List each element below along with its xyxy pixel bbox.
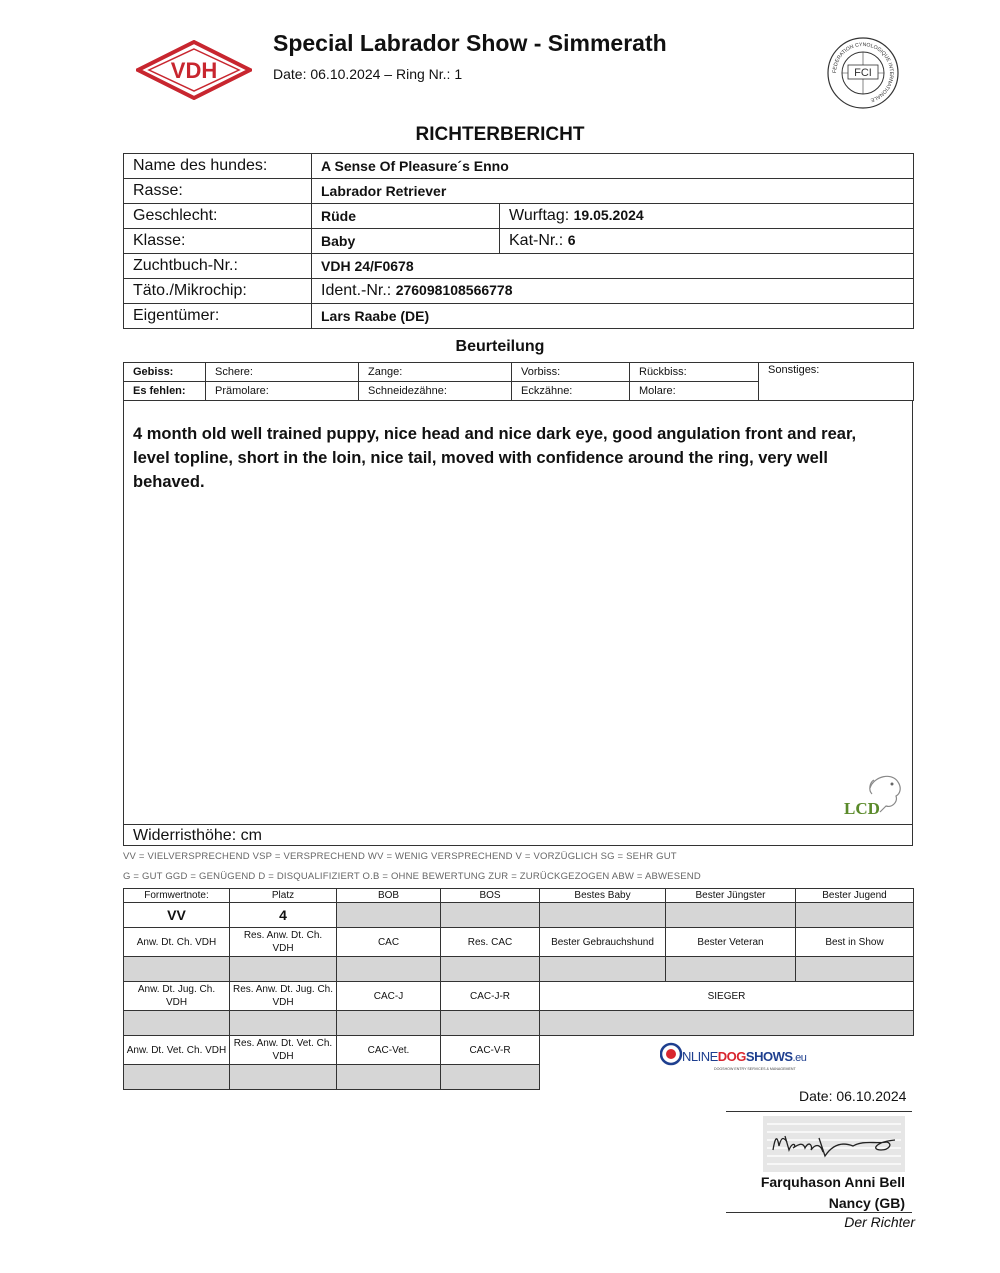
class-value: Baby [312,229,500,254]
judge-name [700,1172,905,1214]
table-row [124,229,914,254]
sex-value: Rüde [312,204,500,229]
sonstiges-label: Sonstiges: [759,363,914,401]
value-cell [124,1011,230,1036]
value-cell [124,1065,230,1090]
owner-value: Lars Raabe (DE) [312,304,914,329]
judge-comment: 4 month old well trained puppy, nice head and nice dark eye, good angulation front and rear, level topline, short in the loin, nice tail, moved with confidence around the ring, very well behaved. [133,425,857,491]
table-row [124,254,914,279]
value-cell [337,957,441,982]
bester-jugend-value-cell [796,903,914,928]
res-anw-dt-vet-label: Res. Anw. Dt. Vet. Ch. VDH [230,1036,337,1065]
birth-label: Wurftag: [509,207,570,224]
value-cell [540,957,666,982]
lcd-logo-text: LCD [844,799,880,818]
table-row [124,928,914,957]
table-row [124,279,914,304]
ods-online: NLINE [682,1049,718,1064]
dog-name-value: A Sense Of Pleasure´s Enno [312,154,914,179]
header-bos: BOS [441,889,540,903]
value-cell [337,1011,441,1036]
vdh-logo [136,40,252,100]
ident-cell [312,279,914,304]
gebiss-label: Gebiss: [124,363,206,382]
table-row [124,957,914,982]
table-row [124,154,914,179]
owner-label: Eigentümer: [124,304,312,329]
res-anw-dt-ch-label: Res. Anw. Dt. Ch. VDH [230,928,337,957]
class-label: Klasse: [124,229,312,254]
report-title: RICHTERBERICHT [415,124,585,145]
bestes-baby-value-cell [540,903,666,928]
platz-value: 4 [230,903,337,928]
formwert-value: VV [124,903,230,928]
bester-juengster-value-cell [666,903,796,928]
ods-eu: .eu [792,1052,807,1064]
cac-j-r-label: CAC-J-R [441,982,540,1011]
table-row [124,903,914,928]
anw-dt-vet-label: Anw. Dt. Vet. Ch. VDH [124,1036,230,1065]
anw-dt-jug-label: Anw. Dt. Jug. Ch. VDH [124,982,230,1011]
teeth-table [123,362,914,401]
show-date-ring: Date: 06.10.2024 – Ring Nr.: 1 [273,66,463,82]
studbook-label: Zuchtbuch-Nr.: [124,254,312,279]
molare-label: Molare: [630,382,759,401]
cat-value: 6 [567,232,576,248]
studbook-value: VDH 24/F0678 [312,254,914,279]
bester-gebrauchshund-label: Bester Gebrauchshund [540,928,666,957]
header-bester-jugend: Bester Jugend [796,889,914,903]
value-cell [540,1011,914,1036]
birth-value: 19.05.2024 [573,207,644,223]
value-cell [337,1065,441,1090]
header-platz: Platz [230,889,337,903]
schneidezaehne-label: Schneidezähne: [359,382,512,401]
bob-value-cell [337,903,441,928]
fehlen-label: Es fehlen: [124,382,206,401]
cat-label: Kat-Nr.: [509,232,564,249]
cac-vet-label: CAC-Vet. [337,1036,441,1065]
value-cell [230,1065,337,1090]
res-cac-label: Res. CAC [441,928,540,957]
value-cell [230,957,337,982]
header-bester-juengster: Bester Jüngster [666,889,796,903]
zange-label: Zange: [359,363,512,382]
ods-shows: SHOWS [745,1049,793,1064]
bos-value-cell [441,903,540,928]
schere-label: Schere: [206,363,359,382]
table-row [124,1011,914,1036]
assessment-title: Beurteilung [455,338,545,355]
header-bob: BOB [337,889,441,903]
eckzaehne-label: Eckzähne: [512,382,630,401]
value-cell [230,1011,337,1036]
onlinedogshows-logo [660,1040,810,1074]
dog-info-table [123,153,914,329]
table-row [124,889,914,903]
cac-v-r-label: CAC-V-R [441,1036,540,1065]
birth-cell [500,204,914,229]
value-cell [441,1065,540,1090]
best-in-show-label: Best in Show [796,928,914,957]
divider [726,1212,912,1213]
res-anw-dt-jug-label: Res. Anw. Dt. Jug. Ch. VDH [230,982,337,1011]
value-cell [124,957,230,982]
judge-comment-box [123,400,913,825]
judge-name-line2: Nancy (GB) [828,1195,905,1211]
table-row [124,304,914,329]
cat-cell [500,229,914,254]
value-cell [796,957,914,982]
table-row [124,179,914,204]
table-row [124,363,914,382]
vorbiss-label: Vorbiss: [512,363,630,382]
ods-dog: DOG [717,1049,746,1064]
value-cell [666,957,796,982]
ods-tagline: DOGSHOW ENTRY SERVICES & MANAGEMENT [714,1067,796,1071]
judge-role: Der Richter [844,1214,915,1230]
judge-signature [763,1116,905,1172]
rueckbiss-label: Rückbiss: [630,363,759,382]
breed-value: Labrador Retriever [312,179,914,204]
lcd-logo [840,768,906,818]
svg-text:NLINEDOGSHOWS.eu [682,1049,807,1064]
sieger-label: SIEGER [540,982,914,1011]
header-bestes-baby: Bestes Baby [540,889,666,903]
fci-logo [826,36,900,110]
signature-date: Date: 06.10.2024 [799,1088,907,1104]
table-row [124,204,914,229]
anw-dt-ch-label: Anw. Dt. Ch. VDH [124,928,230,957]
bester-veteran-label: Bester Veteran [666,928,796,957]
breed-label: Rasse: [124,179,312,204]
page-title: Special Labrador Show - Simmerath [273,30,667,56]
dog-name-label: Name des hundes: [124,154,312,179]
ident-label: Ident.-Nr.: [321,282,392,299]
ident-value: 276098108566778 [395,282,513,298]
judge-name-line1: Farquhason Anni Bell [760,1174,905,1190]
withers-height: Widerristhöhe: cm [123,824,913,846]
vdh-logo-text: VDH [170,58,218,83]
sex-label: Geschlecht: [124,204,312,229]
fci-logo-text: FCI [854,67,872,79]
cac-j-label: CAC-J [337,982,441,1011]
paw-icon [666,1049,676,1059]
header-formwert: Formwertnote: [124,889,230,903]
fci-ring-text: FEDERATION CYNOLOGIQUE INTERNATIONALE [831,41,895,103]
cac-label: CAC [337,928,441,957]
grade-legend-line1: VV = VIELVERSPRECHEND VSP = VERSPRECHEND WV = WENIG VERSPRECHEND V = VORZÜGLICH SG = SEHR GUT [123,851,677,862]
divider [726,1111,912,1112]
value-cell [441,1011,540,1036]
grade-legend-line2: G = GUT GGD = GENÜGEND D = DISQUALIFIZIERT O.B = OHNE BEWERTUNG ZUR = ZURÜCKGEZOGEN ABW = ABWESEND [123,871,701,882]
value-cell [441,957,540,982]
chip-label: Täto./Mikrochip: [124,279,312,304]
table-row [124,982,914,1011]
praemolare-label: Prämolare: [206,382,359,401]
